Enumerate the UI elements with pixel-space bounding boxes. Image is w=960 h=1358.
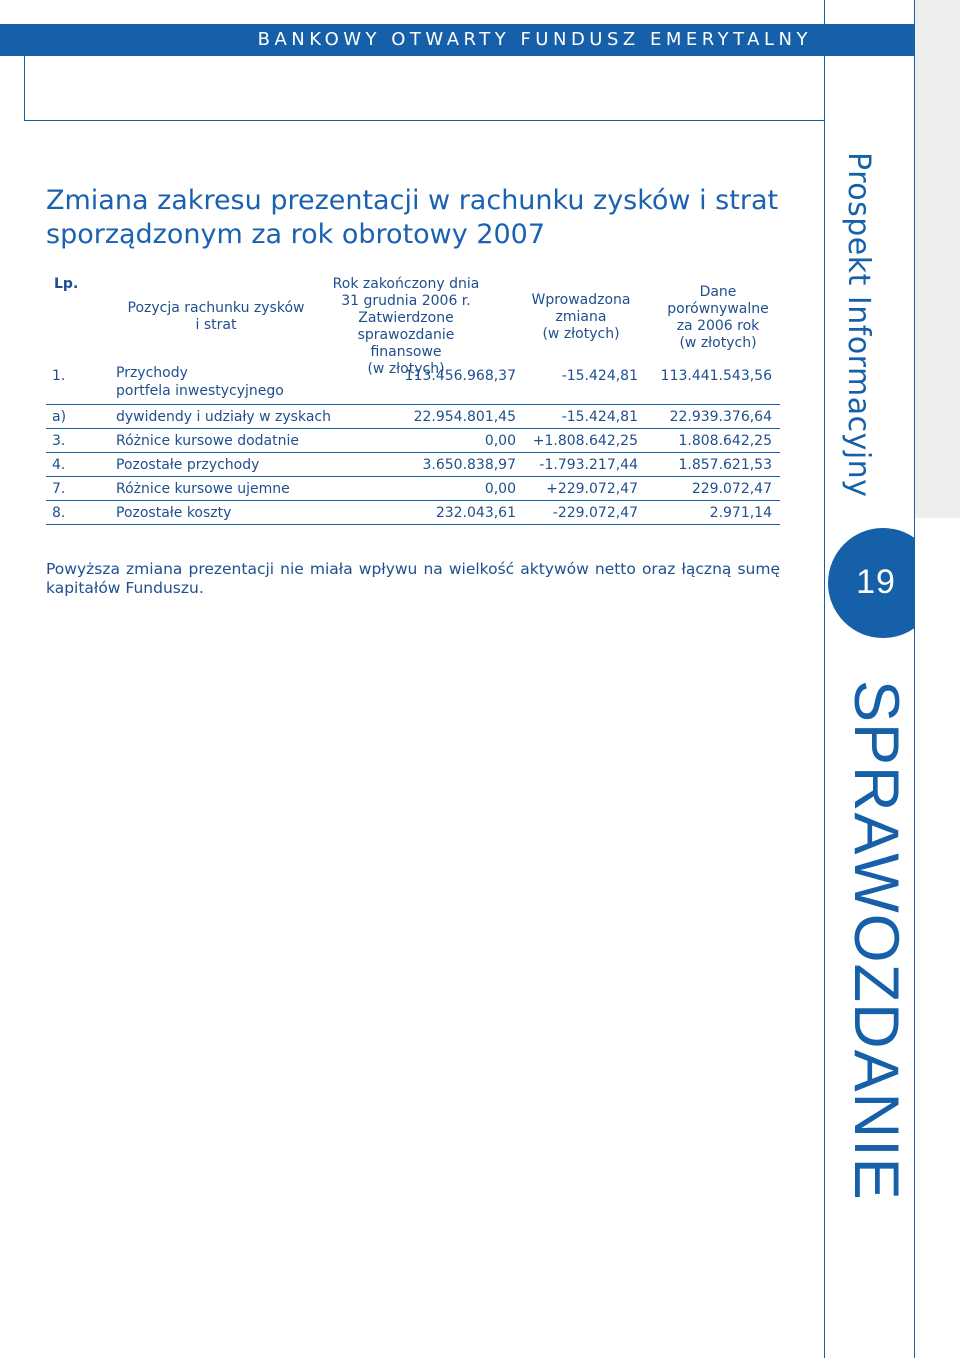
row-value-comparable: 229.072,47 xyxy=(691,481,772,497)
row-value-approved: 113.456.968,37 xyxy=(404,368,516,384)
row-value-comparable: 1.857.621,53 xyxy=(678,457,772,473)
page-number: 19 xyxy=(856,563,896,601)
row-value-change: -15.424,81 xyxy=(561,409,638,425)
row-number: 4. xyxy=(52,457,66,473)
row-number: 8. xyxy=(52,505,66,521)
header-year-line-5: (w złotych) xyxy=(367,361,445,377)
header-comparable-line-3: za 2006 rok xyxy=(676,318,760,334)
side-label-top xyxy=(838,152,914,512)
header-position xyxy=(126,300,306,334)
header-comparable-line-1: Dane xyxy=(699,284,737,300)
header-comparable-line-2: porównywalne xyxy=(667,301,769,317)
row-value-comparable: 22.939.376,64 xyxy=(669,409,772,425)
row-value-comparable: 1.808.642,25 xyxy=(678,433,772,449)
row-value-approved: 232.043,61 xyxy=(435,505,516,521)
side-gray-band xyxy=(915,0,960,518)
table-row xyxy=(46,476,780,500)
header-change-line-1: Wprowadzona xyxy=(531,292,631,308)
title-line-2: sporządzonym za rok obrotowy 2007 xyxy=(46,219,546,250)
row-value-approved: 3.650.838,97 xyxy=(422,457,516,473)
row-label: Pozostałe koszty xyxy=(116,505,232,521)
row-value-change: +1.808.642,25 xyxy=(532,433,638,449)
side-top-text: Prospekt Informacyjny xyxy=(841,152,876,498)
header-year-line-1: Rok zakończony dnia xyxy=(332,276,480,292)
header-year-line-3: Zatwierdzone xyxy=(358,310,454,326)
header-change-line-2: zmiana xyxy=(555,309,607,325)
row-label-line-2: portfela inwestycyjnego xyxy=(116,383,284,399)
table-row xyxy=(46,452,780,476)
header-change-line-3: (w złotych) xyxy=(542,326,620,342)
header-change xyxy=(506,292,656,343)
page-title xyxy=(46,184,806,252)
header-comparable-line-4: (w złotych) xyxy=(679,335,757,351)
header-year-end xyxy=(326,276,486,378)
row-value-change: +229.072,47 xyxy=(546,481,638,497)
frame-line-left xyxy=(24,56,25,120)
row-number: 3. xyxy=(52,433,66,449)
row-label: Pozostałe przychody xyxy=(116,457,260,473)
banner-title: BANKOWY OTWARTY FUNDUSZ EMERYTALNY xyxy=(257,29,812,50)
row-value-approved: 0,00 xyxy=(484,481,516,497)
row-value-change: -229.072,47 xyxy=(552,505,638,521)
header-year-line-4: sprawozdanie finansowe xyxy=(357,327,455,360)
row-label: dywidendy i udziały w zyskach xyxy=(116,409,331,425)
row-value-change: -1.793.217,44 xyxy=(539,457,638,473)
row-label: Różnice kursowe ujemne xyxy=(116,481,290,497)
row-value-comparable: 2.971,14 xyxy=(709,505,772,521)
table-row xyxy=(46,500,780,525)
title-line-1: Zmiana zakresu prezentacji w rachunku zysków i strat xyxy=(46,185,779,216)
row-label-line-1: Przychody xyxy=(116,365,188,381)
header-year-line-2: 31 grudnia 2006 r. xyxy=(341,293,471,309)
frame-line-bottom xyxy=(24,120,824,121)
header-comparable xyxy=(656,284,780,352)
header-position-line-1: Pozycja rachunku zysków xyxy=(127,300,305,316)
footnote: Powyższa zmiana prezentacji nie miała wpływu na wielkość aktywów netto oraz łączną sumę kapitałów Funduszu. xyxy=(46,560,780,597)
row-value-approved: 0,00 xyxy=(484,433,516,449)
table-row xyxy=(46,364,780,404)
row-number: 7. xyxy=(52,481,66,497)
row-number: a) xyxy=(52,409,67,425)
row-value-approved: 22.954.801,45 xyxy=(413,409,516,425)
top-banner xyxy=(0,24,916,56)
side-rule-left xyxy=(824,0,825,1358)
row-label xyxy=(116,364,284,400)
row-label: Różnice kursowe dodatnie xyxy=(116,433,299,449)
row-value-change: -15.424,81 xyxy=(561,368,638,384)
row-value-comparable: 113.441.543,56 xyxy=(660,368,772,384)
header-lp: Lp. xyxy=(54,276,79,292)
header-position-line-2: i strat xyxy=(195,317,237,333)
row-number: 1. xyxy=(52,368,66,384)
side-bottom-text: SPRAWOZDANIE xyxy=(841,680,911,1201)
table-row xyxy=(46,428,780,452)
table-row xyxy=(46,404,780,428)
comparison-table xyxy=(46,268,780,525)
